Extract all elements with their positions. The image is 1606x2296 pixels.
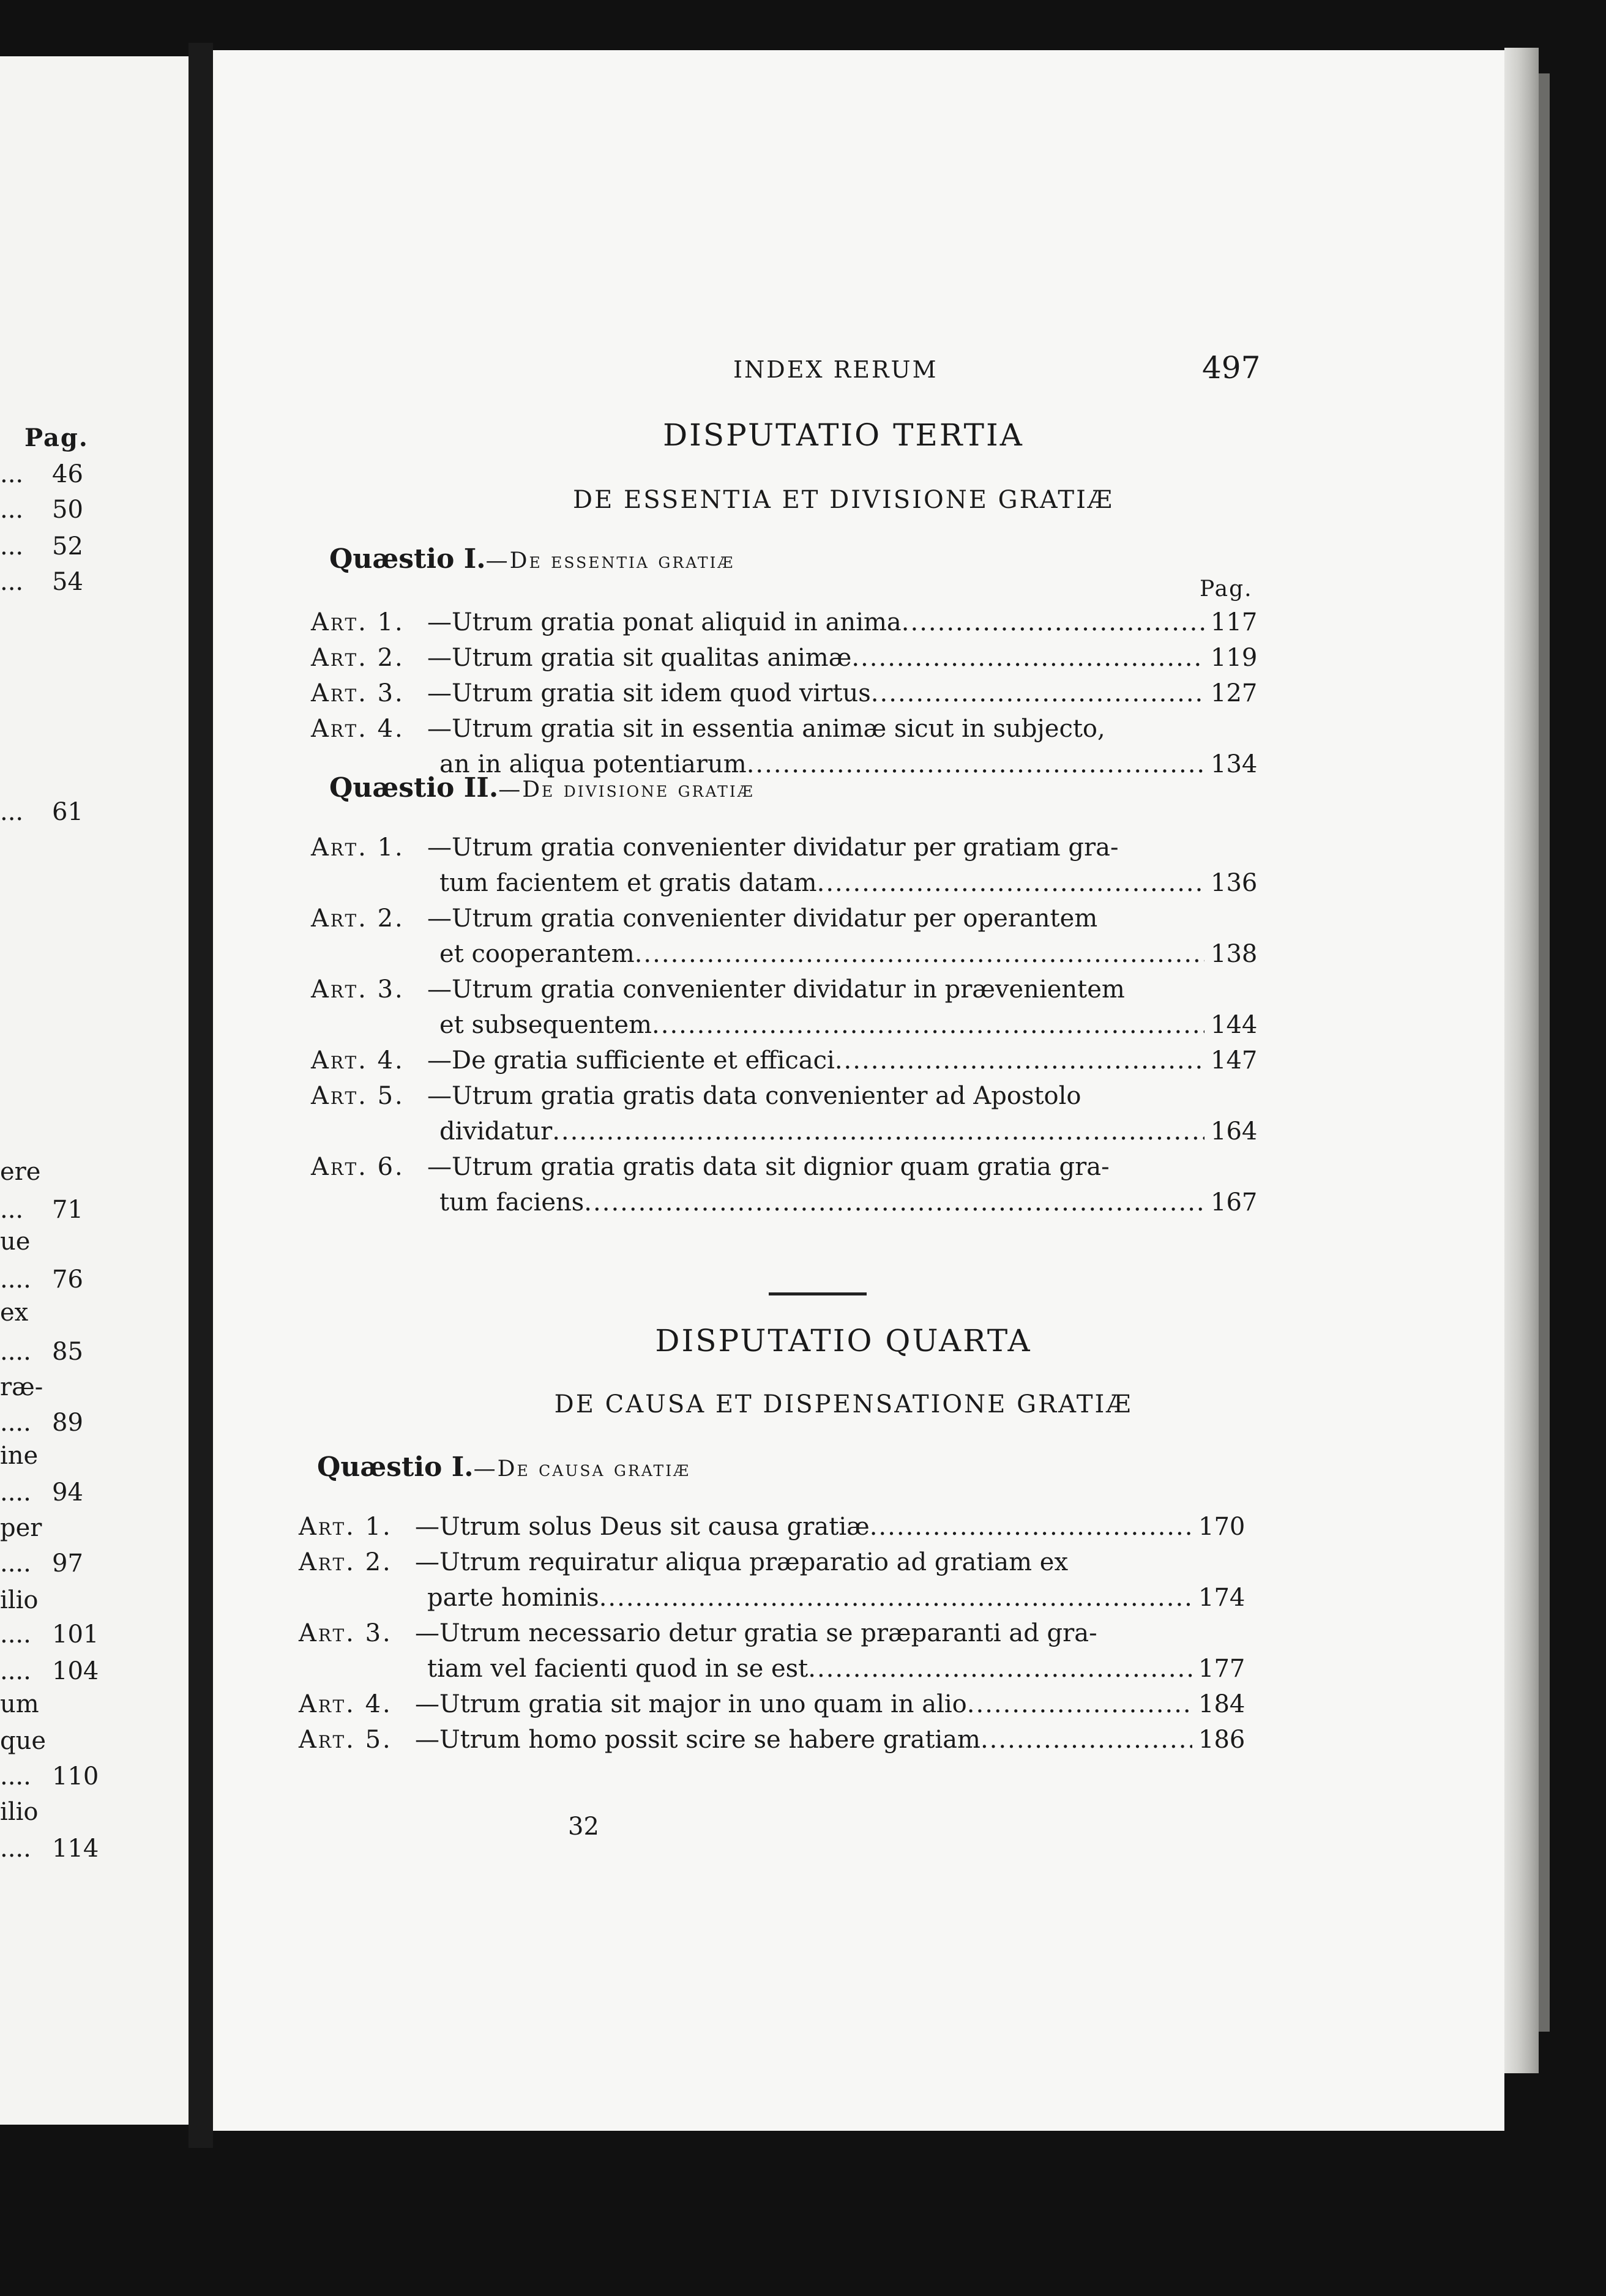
article-text: et subsequentem bbox=[439, 1011, 652, 1039]
page-edge-shadow bbox=[1539, 73, 1550, 2032]
article-text: dividatur bbox=[439, 1117, 553, 1146]
article-label: Art. 1. bbox=[299, 1513, 392, 1541]
article-text: —Utrum gratia gratis data convenienter ad Apostolo bbox=[427, 1082, 1081, 1110]
article-page: 117 bbox=[1211, 608, 1258, 636]
left-entry-fragment: ine bbox=[0, 1442, 39, 1470]
article-line bbox=[311, 904, 1247, 940]
article-text: —Utrum homo possit scire se habere gratiam bbox=[415, 1726, 980, 1754]
left-entry-fragment: .... bbox=[0, 1835, 31, 1863]
article-text: tum faciens bbox=[439, 1188, 585, 1217]
article-line bbox=[299, 1619, 1235, 1655]
article-text: —Utrum gratia sit in essentia animæ sicut in subjecto, bbox=[427, 715, 1105, 743]
pag-column-label: Pag. bbox=[1200, 576, 1253, 602]
article-label: Art. 3. bbox=[299, 1619, 392, 1647]
left-entry-fragment: ilio bbox=[0, 1586, 39, 1614]
left-entry-page: 94 bbox=[52, 1478, 83, 1507]
article-text: —Utrum requiratur aliqua præparatio ad gratiam ex bbox=[415, 1548, 1069, 1576]
article-indent bbox=[299, 1655, 427, 1690]
quaestio-heading bbox=[317, 1452, 690, 1483]
article-page: 147 bbox=[1211, 1046, 1258, 1075]
left-entry-fragment: .... bbox=[0, 1409, 31, 1437]
article-line bbox=[311, 940, 1258, 975]
article-text: et cooperantem bbox=[439, 940, 635, 968]
article-label: Art. 6. bbox=[311, 1153, 405, 1181]
article-line bbox=[311, 1117, 1258, 1153]
leader-dots bbox=[870, 1513, 1192, 1548]
article-page: 127 bbox=[1211, 679, 1258, 707]
article-indent bbox=[311, 940, 439, 975]
article-list bbox=[311, 833, 1258, 1224]
left-entry-fragment: ue bbox=[0, 1228, 31, 1256]
article-page: 164 bbox=[1211, 1117, 1258, 1146]
left-entry-page: 85 bbox=[52, 1338, 83, 1366]
article-page: 134 bbox=[1211, 750, 1258, 778]
leader-dots bbox=[747, 750, 1204, 786]
left-entry-fragment: ... bbox=[0, 798, 24, 826]
article-label: Art. 3. bbox=[311, 679, 405, 707]
page-number: 497 bbox=[1202, 350, 1261, 386]
article-line bbox=[299, 1513, 1246, 1548]
article-line bbox=[311, 833, 1247, 869]
article-text: tum facientem et gratis datam bbox=[439, 869, 817, 897]
article-text: —Utrum gratia sit major in uno quam in alio bbox=[415, 1690, 967, 1718]
quaestio-title: —De essentia gratiæ bbox=[485, 548, 735, 573]
signature-mark: 32 bbox=[568, 1813, 599, 1841]
article-label: Art. 1. bbox=[311, 608, 405, 636]
article-text: —Utrum gratia convenienter dividatur in prævenientem bbox=[427, 975, 1125, 1004]
disputatio-quarta-subtitle: DE CAUSA ET DISPENSATIONE GRATIÆ bbox=[554, 1390, 1133, 1418]
left-entry-page: 97 bbox=[52, 1549, 83, 1578]
article-page: 136 bbox=[1211, 869, 1258, 897]
article-line bbox=[311, 1082, 1247, 1117]
left-entry-fragment: ... bbox=[0, 460, 24, 488]
quaestio-title: —De divisione gratiæ bbox=[498, 777, 755, 802]
leader-dots bbox=[835, 1046, 1204, 1082]
article-page: 167 bbox=[1211, 1188, 1258, 1217]
leader-dots bbox=[584, 1188, 1204, 1224]
left-entry-fragment: que bbox=[0, 1727, 47, 1755]
article-label: Art. 3. bbox=[311, 975, 405, 1004]
left-entry-fragment: um bbox=[0, 1690, 39, 1718]
article-text: —Utrum solus Deus sit causa gratiæ bbox=[415, 1513, 870, 1541]
left-entry-fragment: ex bbox=[0, 1299, 29, 1327]
article-line bbox=[299, 1584, 1246, 1619]
left-entry-fragment: .... bbox=[0, 1338, 31, 1366]
left-entry-page: 50 bbox=[52, 496, 83, 524]
left-page-fragment bbox=[0, 56, 189, 2125]
leader-dots bbox=[851, 644, 1204, 679]
article-line bbox=[299, 1548, 1235, 1584]
article-indent bbox=[311, 869, 439, 904]
article-line bbox=[311, 1153, 1247, 1188]
leader-dots bbox=[552, 1117, 1204, 1153]
section-divider bbox=[769, 1292, 867, 1295]
article-label: Art. 4. bbox=[299, 1690, 392, 1718]
quaestio-label: Quæstio II. bbox=[329, 772, 499, 803]
article-line bbox=[299, 1726, 1246, 1761]
disputatio-tertia-title: DISPUTATIO TERTIA bbox=[663, 417, 1024, 453]
article-page: 177 bbox=[1198, 1655, 1246, 1683]
left-pag-label: Pag. bbox=[24, 423, 89, 452]
quaestio-label: Quæstio I. bbox=[329, 543, 486, 575]
leader-dots bbox=[652, 1011, 1204, 1046]
article-indent bbox=[311, 1011, 439, 1046]
article-label: Art. 5. bbox=[311, 1082, 405, 1110]
leader-dots bbox=[967, 1690, 1192, 1726]
article-text: —Utrum gratia sit qualitas animæ bbox=[427, 644, 852, 672]
article-line bbox=[311, 1011, 1258, 1046]
article-label: Art. 4. bbox=[311, 715, 405, 743]
left-entry-page: 76 bbox=[52, 1265, 83, 1294]
article-page: 138 bbox=[1211, 940, 1258, 968]
quaestio-heading bbox=[329, 543, 734, 575]
left-entry-page: 52 bbox=[52, 532, 83, 561]
article-line bbox=[311, 1188, 1258, 1224]
article-text: tiam vel facienti quod in se est bbox=[427, 1655, 809, 1683]
page-edge bbox=[1504, 48, 1539, 2073]
article-text: —De gratia sufficiente et efficaci bbox=[427, 1046, 835, 1075]
leader-dots bbox=[599, 1584, 1192, 1619]
article-text: —Utrum gratia convenienter dividatur per operantem bbox=[427, 904, 1098, 933]
left-entry-page: 61 bbox=[52, 798, 83, 826]
leader-dots bbox=[635, 940, 1204, 975]
left-entry-fragment: ... bbox=[0, 568, 24, 596]
book-spine bbox=[189, 43, 213, 2148]
article-text: parte hominis bbox=[427, 1584, 599, 1612]
article-text: —Utrum necessario detur gratia se præparanti ad gra- bbox=[415, 1619, 1097, 1647]
article-text: —Utrum gratia ponat aliquid in anima bbox=[427, 608, 902, 636]
article-page: 186 bbox=[1198, 1726, 1246, 1754]
article-indent bbox=[299, 1584, 427, 1619]
left-entry-page: 101 bbox=[52, 1620, 99, 1649]
left-entry-page: 89 bbox=[52, 1409, 83, 1437]
article-list bbox=[299, 1513, 1246, 1761]
left-entry-page: 54 bbox=[52, 568, 83, 596]
left-entry-fragment: ere bbox=[0, 1158, 41, 1186]
left-entry-fragment: ... bbox=[0, 1196, 24, 1224]
article-line bbox=[311, 679, 1258, 715]
article-indent bbox=[311, 1117, 439, 1153]
leader-dots bbox=[902, 608, 1204, 644]
article-page: 174 bbox=[1198, 1584, 1246, 1612]
article-label: Art. 1. bbox=[311, 833, 405, 862]
leader-dots bbox=[980, 1726, 1192, 1761]
article-list bbox=[311, 608, 1258, 786]
article-line bbox=[299, 1690, 1246, 1726]
article-text: —Utrum gratia convenienter dividatur per gratiam gra- bbox=[427, 833, 1119, 862]
disputatio-quarta-title: DISPUTATIO QUARTA bbox=[655, 1323, 1032, 1359]
article-page: 184 bbox=[1198, 1690, 1246, 1718]
article-line bbox=[311, 715, 1247, 750]
quaestio-title: —De causa gratiæ bbox=[473, 1456, 691, 1482]
article-label: Art. 4. bbox=[311, 1046, 405, 1075]
left-entry-page: 114 bbox=[52, 1835, 99, 1863]
article-text: —Utrum gratia gratis data sit dignior quam gratia gra- bbox=[427, 1153, 1110, 1181]
leader-dots bbox=[808, 1655, 1192, 1690]
left-entry-fragment: .... bbox=[0, 1478, 31, 1507]
article-text: —Utrum gratia sit idem quod virtus bbox=[427, 679, 871, 707]
article-indent bbox=[311, 1188, 439, 1224]
leader-dots bbox=[871, 679, 1204, 715]
left-entry-fragment: ilio bbox=[0, 1798, 39, 1826]
article-line bbox=[311, 644, 1258, 679]
article-text: an in aliqua potentiarum bbox=[439, 750, 747, 778]
main-page bbox=[213, 50, 1504, 2131]
article-label: Art. 2. bbox=[311, 644, 405, 672]
left-entry-page: 71 bbox=[52, 1196, 83, 1224]
left-entry-fragment: .... bbox=[0, 1762, 31, 1791]
article-line bbox=[311, 608, 1258, 644]
article-page: 119 bbox=[1211, 644, 1258, 672]
article-page: 144 bbox=[1211, 1011, 1258, 1039]
article-label: Art. 2. bbox=[299, 1548, 392, 1576]
left-entry-fragment: ... bbox=[0, 532, 24, 561]
left-entry-fragment: ... bbox=[0, 496, 24, 524]
left-entry-fragment: .... bbox=[0, 1657, 31, 1685]
left-entry-fragment: .... bbox=[0, 1549, 31, 1578]
quaestio-label: Quæstio I. bbox=[317, 1452, 474, 1483]
quaestio-heading bbox=[329, 772, 755, 803]
article-line bbox=[311, 1046, 1258, 1082]
left-entry-fragment: ræ- bbox=[0, 1373, 43, 1401]
article-line bbox=[311, 975, 1247, 1011]
article-page: 170 bbox=[1198, 1513, 1246, 1541]
article-label: Art. 5. bbox=[299, 1726, 392, 1754]
article-line bbox=[299, 1655, 1246, 1690]
running-title: INDEX RERUM bbox=[733, 356, 938, 383]
leader-dots bbox=[817, 869, 1204, 904]
left-entry-page: 110 bbox=[52, 1762, 99, 1791]
left-entry-fragment: .... bbox=[0, 1265, 31, 1294]
left-entry-page: 104 bbox=[52, 1657, 99, 1685]
left-entry-page: 46 bbox=[52, 460, 83, 488]
article-line bbox=[311, 869, 1258, 904]
left-entry-fragment: per bbox=[0, 1514, 42, 1542]
article-label: Art. 2. bbox=[311, 904, 405, 933]
left-entry-fragment: .... bbox=[0, 1620, 31, 1649]
disputatio-tertia-subtitle: DE ESSENTIA ET DIVISIONE GRATIÆ bbox=[573, 486, 1114, 514]
